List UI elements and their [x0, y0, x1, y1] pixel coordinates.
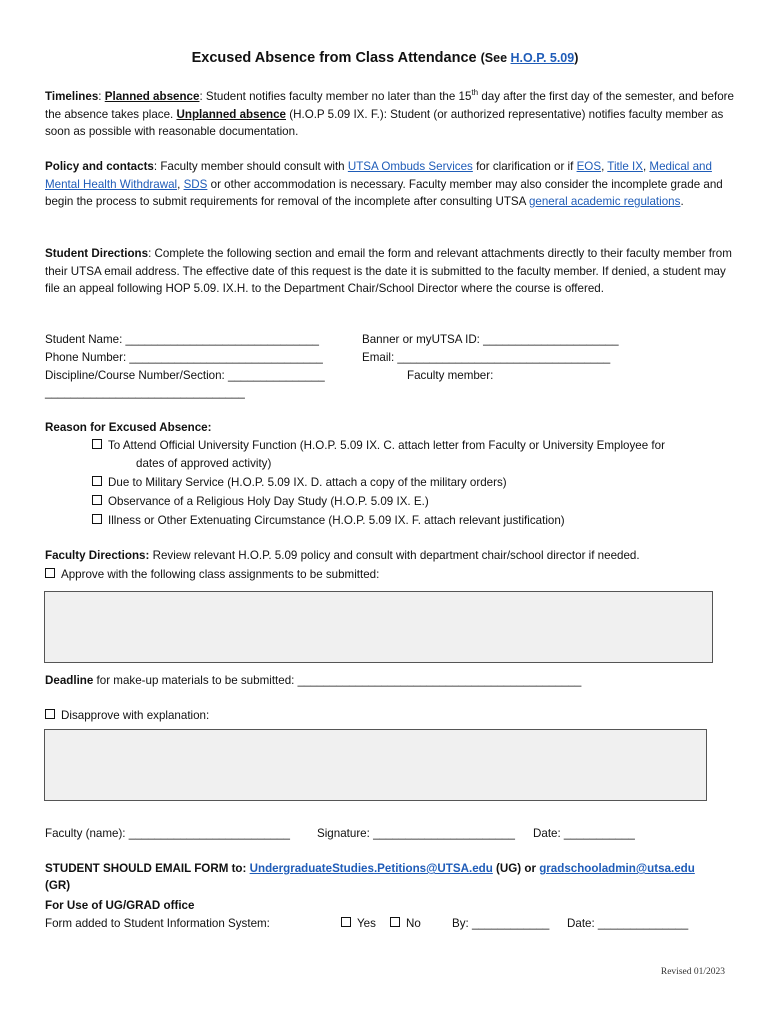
unplanned-text: (H.O.P 5.09 IX. F.): Student (or authorized representative) notifies faculty member as soon as possible with reasonable documentation.	[45, 107, 724, 138]
policy-label: Policy and contacts	[45, 160, 154, 173]
planned-sup: th	[471, 88, 479, 98]
checkbox-icon[interactable]	[45, 709, 55, 719]
reason-label: Reason for Excused Absence:	[45, 421, 212, 434]
policy-sep-3: ,	[177, 177, 184, 191]
reason-option-text: Illness or Other Extenuating Circumstance (H.O.P. 5.09 IX. F. attach relevant justification)	[108, 514, 565, 527]
planned-text: : Student notifies faculty member no later than the 15	[199, 90, 472, 103]
faculty-name-field[interactable]: Faculty (name): _________________________	[45, 827, 290, 840]
deadline-text: for make-up materials to be submitted: ____________________________________________	[93, 674, 582, 687]
disapprove-label: Disapprove with explanation:	[61, 709, 210, 722]
office-use-label: For Use of UG/GRAD office	[45, 899, 195, 912]
checkbox-icon[interactable]	[390, 917, 400, 927]
deadline-field[interactable]	[45, 672, 581, 689]
no-option[interactable]	[390, 915, 421, 932]
title-see-open: (See	[480, 51, 511, 65]
policy-sep-1: ,	[601, 160, 608, 173]
faculty-directions	[45, 547, 640, 564]
reason-option-text: Observance of a Religious Holy Day Study (H.O.P. 5.09 IX. E.)	[108, 495, 429, 508]
policy-paragraph	[45, 158, 735, 211]
sds-link[interactable]: SDS	[183, 177, 208, 191]
checkbox-icon[interactable]	[92, 439, 102, 449]
approve-label: Approve with the following class assignments to be submitted:	[61, 568, 380, 581]
unplanned-absence-label: Unplanned absence	[176, 107, 287, 121]
policy-text-3: or other accommodation is necessary. Faculty member may also consider the incomplete grade and begin the process to submit requirements for removal of the incomplete after consulting UTSA	[45, 177, 723, 208]
phone-number-field[interactable]: Phone Number: ______________________________	[45, 351, 323, 364]
checkbox-icon[interactable]	[341, 917, 351, 927]
academic-regulations-link[interactable]: general academic regulations	[528, 195, 681, 208]
no-label: No	[406, 917, 421, 930]
revised-date: Revised 01/2023	[660, 967, 725, 977]
email-instruction-label: STUDENT SHOULD EMAIL FORM to:	[45, 862, 250, 875]
student-directions-text: : Complete the following section and email the form and relevant attachments directly to their faculty member from their UTSA email address. The effective date of this request is the date it is submitted to the faculty member. If denied, a student may file an appeal following HOP 5.09. IX.H. to the Department Chair/School Director where the course is offered.	[45, 247, 732, 295]
reason-option-religious[interactable]	[92, 493, 429, 510]
medical-withdrawal-link[interactable]: Medical and Mental Health Withdrawal	[45, 160, 712, 191]
student-name-field[interactable]: Student Name: ______________________________	[45, 333, 319, 346]
student-directions-paragraph	[45, 245, 735, 298]
ug-tag: (UG) or	[492, 862, 540, 875]
email-instruction	[45, 860, 695, 877]
deadline-label: Deadline	[45, 674, 94, 687]
planned-text-2: day after the first day of the semester, and before the absence takes place.	[45, 90, 734, 121]
policy-sep-2: ,	[642, 160, 650, 173]
yes-option[interactable]	[341, 915, 376, 932]
date-field[interactable]: Date: ___________	[533, 827, 635, 840]
form-added-label: Form added to Student Information System:	[45, 917, 270, 930]
faculty-member-label: Faculty member:	[407, 369, 494, 382]
title-ix-link[interactable]: Title IX	[607, 160, 643, 173]
reason-option-illness[interactable]	[92, 512, 565, 529]
checkbox-icon[interactable]	[45, 568, 55, 578]
assignments-textbox[interactable]	[44, 591, 713, 663]
signature-field[interactable]: Signature: ______________________	[317, 827, 515, 840]
student-directions-label: Student Directions	[45, 247, 149, 260]
hop-509-link[interactable]: H.O.P. 5.09	[510, 51, 575, 65]
grad-tag: (GR)	[45, 879, 71, 892]
planned-absence-label: Planned absence	[104, 90, 200, 103]
timelines-paragraph: Timelines: Planned absence: Student notifies faculty member no later than the 15th day after the first day of the semester, and before the absence takes place. Unplanned absence (H.O.P 5.09 IX. F.): Student (or authorized representative) notifies faculty member as soon as possible with reasonable documentation.	[45, 88, 734, 138]
grad-email-link[interactable]: gradschooladmin@utsa.edu	[539, 862, 695, 875]
reason-option-university-function[interactable]	[92, 437, 665, 454]
office-date-field[interactable]: Date: ______________	[567, 917, 689, 930]
by-field[interactable]: By: ____________	[452, 917, 550, 930]
faculty-member-field[interactable]: _______________________________	[45, 386, 245, 399]
ug-email-link[interactable]: UndergraduateStudies.Petitions@UTSA.edu	[249, 862, 493, 875]
reason-option-continuation: dates of approved activity)	[136, 457, 272, 470]
checkbox-icon[interactable]	[92, 495, 102, 505]
policy-text-2: for clarification or if	[472, 160, 577, 173]
timelines-label: Timelines	[45, 90, 99, 103]
yes-label: Yes	[357, 917, 376, 930]
title-main: Excused Absence from Class Attendance	[191, 50, 477, 66]
approve-option[interactable]	[45, 566, 379, 583]
email-field[interactable]: Email: _________________________________	[362, 351, 611, 364]
explanation-textbox[interactable]	[44, 729, 707, 801]
page-title	[0, 50, 770, 66]
reason-option-text: To Attend Official University Function (H.O.P. 5.09 IX. C. attach letter from Faculty or University Employee for	[108, 439, 665, 452]
reason-option-text: Due to Military Service (H.O.P. 5.09 IX. D. attach a copy of the military orders)	[108, 476, 507, 489]
ombuds-link[interactable]: UTSA Ombuds Services	[347, 160, 473, 173]
disapprove-option[interactable]	[45, 707, 209, 724]
policy-text-1: : Faculty member should consult with	[153, 160, 348, 173]
faculty-directions-label: Faculty Directions:	[45, 549, 150, 562]
checkbox-icon[interactable]	[92, 514, 102, 524]
title-see-close: )	[574, 51, 579, 65]
banner-id-field[interactable]: Banner or myUTSA ID: _____________________	[362, 333, 619, 346]
reason-option-military[interactable]	[92, 474, 507, 491]
policy-text-4: .	[680, 195, 684, 208]
faculty-directions-text: Review relevant H.O.P. 5.09 policy and consult with department chair/school director if needed.	[149, 549, 640, 562]
checkbox-icon[interactable]	[92, 476, 102, 486]
eos-link[interactable]: EOS	[576, 160, 602, 173]
course-number-field[interactable]: Discipline/Course Number/Section: _______________	[45, 369, 325, 382]
